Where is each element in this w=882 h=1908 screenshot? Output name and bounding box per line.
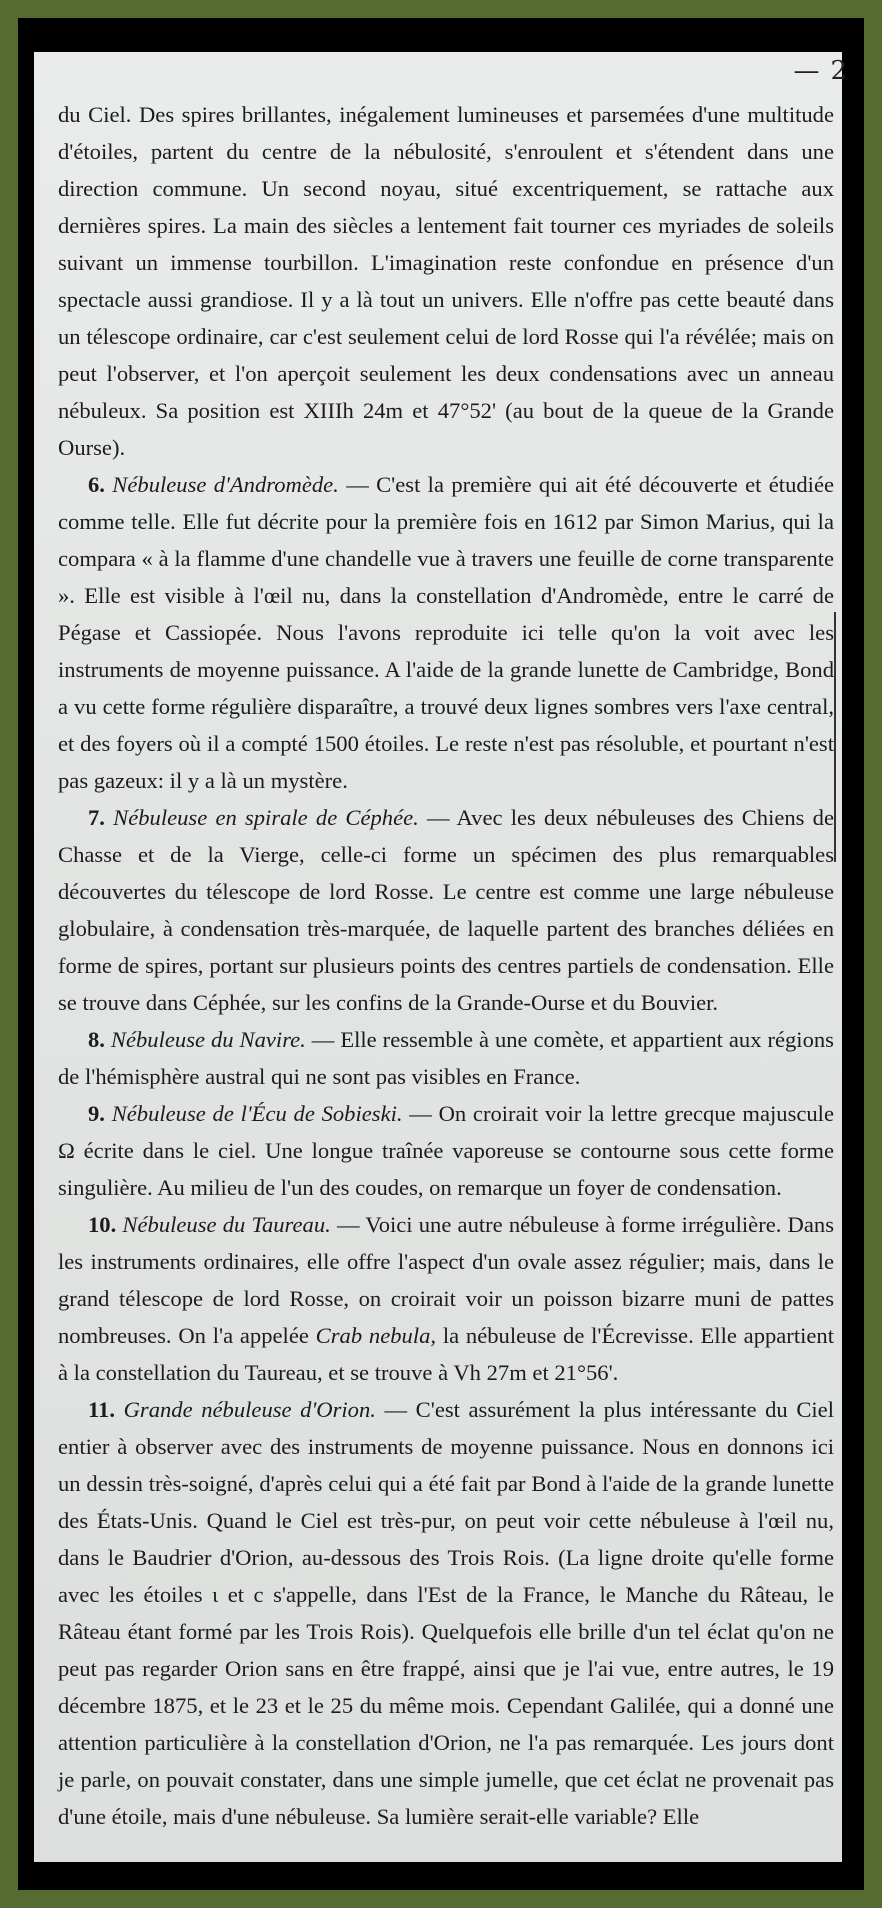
entry-text: — Voici une autre nébuleuse à forme irrégulière. Dans les instruments ordinaires, elle offre l'aspect d'un ovale assez régulier; mais, dans le grand télescope de lord Rosse, on croirait voir un poisson bizarre muni de pattes nombreuses. On l'a appelée [58, 1212, 834, 1348]
page-number [793, 56, 848, 86]
entry-taureau [58, 1206, 834, 1391]
entry-text: — C'est assurément la plus intéressante du Ciel entier à observer avec des instruments de moyenne puissance. Nous en donnons ici un dessin très-soigné, d'après celui qui a été fait par Bond à l'aide de la grande lunette des États-Unis. Quand le Ciel est très-pur, on peut voir cette nébuleuse à l'œil nu, dans le Baudrier d'Orion, au-dessous des Trois Rois. (La ligne droite qu'elle forme avec les étoiles ι et c s'appelle, dans l'Est de la France, le Manche du Râteau, le Râteau étant formé par les Trois Rois). Quelquefois elle brille d'un tel éclat qu'on ne peut pas regarder Orion sans en être frappé, ainsi que je l'ai vue, entre autres, le 19 décembre 1875, et le 23 et le 25 du même mois. Cependant Galilée, qui a donné une attention particulière à la constellation d'Orion, ne l'a pas remarquée. Les jours dont je parle, on pouvait constater, dans une simple jumelle, que cet éclat ne provenait pas d'une étoile, mais d'une nébuleuse. Sa lumière serait-elle variable? Elle [58, 1397, 834, 1829]
entry-text: — Avec les deux nébuleuses des Chiens de Chasse et de la Vierge, celle-ci forme un spécimen des plus remarquables découvertes du télescope de lord Rosse. Le centre est comme une large nébuleuse globulaire, à condensation très-marquée, de laquelle partent des branches déliées en forme de spires, portant sur plusieurs points des centres partiels de condensation. Elle se trouve dans Céphée, sur les confins de la Grande-Ourse et du Bouvier. [58, 805, 834, 1015]
entry-number: 7. [88, 805, 105, 830]
entry-number: 6. [88, 472, 105, 497]
margin-rule [834, 612, 836, 862]
page-number-value: 2 [830, 56, 848, 86]
entry-text: — C'est la première qui ait été découverte et étudiée comme telle. Elle fut décrite pour la première fois en 1612 par Simon Marius, qui la compara « à la flamme d'une chandelle vue à travers une feuille de corne transparente ». Elle est visible à l'œil nu, dans la constellation d'Andromède, entre le carré de Pégase et Cassiopée. Nous l'avons reproduite ici telle qu'on la voit avec les instruments de moyenne puissance. A l'aide de la grande lunette de Cambridge, Bond a vu cette forme régulière disparaître, a trouvé deux lignes sombres vers l'axe central, et des foyers où il a compté 1500 étoiles. Le reste n'est pas résoluble, et pourtant n'est pas gazeux: il y a là un mystère. [58, 472, 835, 793]
page-number-dash: — [793, 56, 821, 86]
entry-cephee [58, 799, 834, 1021]
entry-number: 10. [88, 1212, 117, 1237]
entry-title: Grande nébuleuse d'Orion. [123, 1397, 376, 1422]
entry-title: Nébuleuse du Taureau. [122, 1212, 331, 1237]
entry-title: Nébuleuse en spirale de Céphée. [113, 805, 419, 830]
entry-andromeda [58, 466, 834, 799]
entry-sobieski [58, 1095, 834, 1206]
entry-title: Nébuleuse de l'Écu de Sobieski. [111, 1101, 403, 1126]
book-page [34, 52, 848, 1862]
entry-title: Nébuleuse du Navire. [110, 1027, 306, 1052]
entry-text-continued: la nébuleuse de l'Écrevisse. Elle appartient à la constellation du Taureau, et se trouve à Vh 27m et 21°56'. [58, 1323, 834, 1385]
entry-number: 9. [88, 1101, 105, 1126]
entry-number: 11. [88, 1397, 115, 1422]
body-text [58, 96, 834, 1835]
entry-text: — On croirait voir la lettre grecque majuscule Ω écrite dans le ciel. Une longue traînée vaporeuse se contourne sous cette forme singulière. Au milieu de l'un des coudes, on remarque un foyer de condensation. [58, 1101, 834, 1200]
entry-orion [58, 1391, 834, 1835]
entry-number: 8. [88, 1027, 105, 1052]
entry-navire [58, 1021, 834, 1095]
entry-italic-term: Crab nebula, [315, 1323, 437, 1348]
entry-title: Nébuleuse d'Andromède. [112, 472, 339, 497]
intro-paragraph: du Ciel. Des spires brillantes, inégalement lumineuses et parsemées d'une multitude d'étoiles, partent du centre de la nébulosité, s'enroulent et s'étendent dans une direction commune. Un second noyau, situé excentriquement, se rattache aux dernières spires. La main des siècles a lentement fait tourner ces myriades de soleils suivant un immense tourbillon. L'imagination reste confondue en présence d'un spectacle aussi grandiose. Il y a là tout un univers. Elle n'offre pas cette beauté dans un télescope ordinaire, car c'est seulement celui de lord Rosse qui l'a révélée; mais on peut l'observer, et l'on aperçoit seulement les deux condensations avec un anneau nébuleux. Sa position est XIIIh 24m et 47°52' (au bout de la queue de la Grande Ourse). [58, 102, 834, 460]
entry-text: — Elle ressemble à une comète, et appartient aux régions de l'hémisphère austral qui ne sont pas visibles en France. [58, 1027, 834, 1089]
